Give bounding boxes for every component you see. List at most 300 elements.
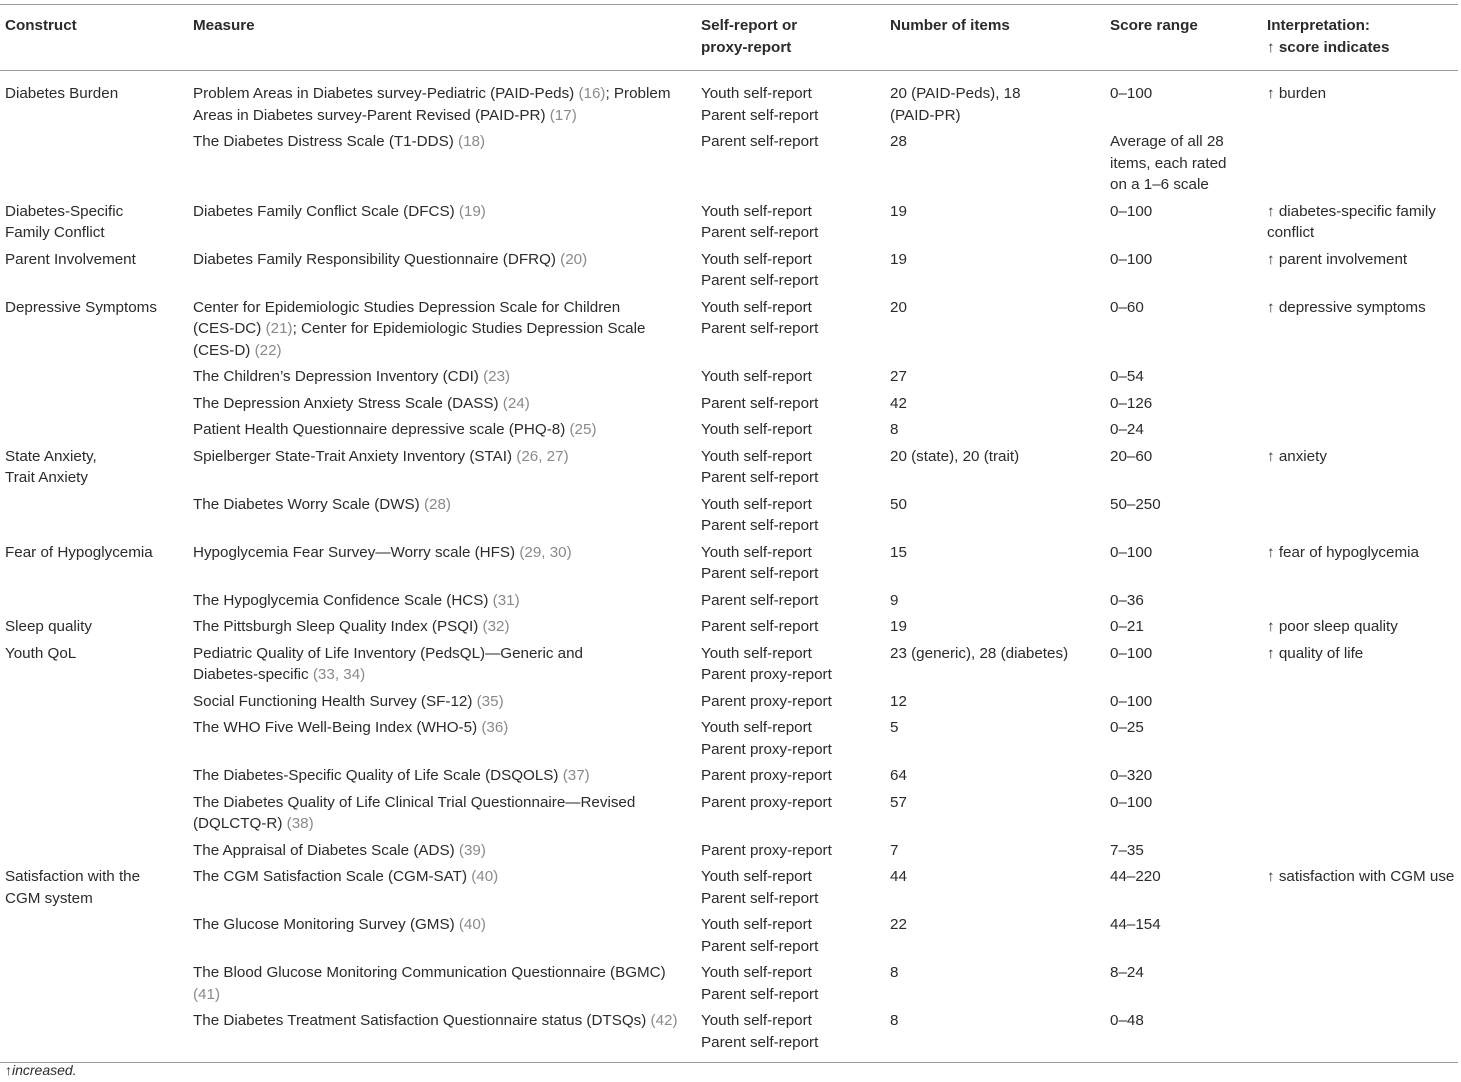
table-row: [0, 616, 1458, 643]
construct-line: CGM system: [5, 889, 93, 907]
range-line: items, each rated: [1110, 154, 1227, 172]
measure-text: The Glucose Monitoring Survey (GMS): [193, 916, 459, 933]
cell-construct: [0, 866, 188, 914]
header-range: [1105, 5, 1262, 71]
report-line: Youth self-report: [701, 644, 812, 662]
measure-text: The Pittsburgh Sleep Quality Index (PSQI): [193, 618, 483, 635]
cell-report: [696, 792, 885, 840]
table-row: [0, 643, 1458, 691]
range-line: 7–35: [1110, 841, 1144, 859]
cell-measure: [188, 419, 696, 446]
items-line: 12: [890, 692, 907, 710]
table-row: [0, 542, 1458, 590]
cell-interp: [1262, 131, 1458, 201]
report-line: Parent proxy-report: [701, 692, 832, 710]
measure-text: The Blood Glucose Monitoring Communication Questionnaire (BGMC): [193, 964, 666, 981]
cell-measure: [188, 616, 696, 643]
items-line: 8: [890, 1012, 899, 1029]
cell-range: [1105, 765, 1262, 792]
cell-construct: [0, 962, 188, 1010]
cell-construct: [0, 131, 188, 201]
cell-construct: [0, 494, 188, 542]
reference-number: (35): [476, 692, 504, 710]
cell-items: [885, 590, 1105, 617]
reference-number: (29, 30): [519, 543, 572, 561]
cell-report: [696, 866, 885, 914]
construct-line: Trait Anxiety: [5, 469, 88, 486]
measure-text: Spielberger State-Trait Anxiety Inventory (STAI): [193, 447, 517, 465]
measure-line: [193, 340, 696, 362]
cell-measure: [188, 393, 696, 420]
reference-number: (18): [458, 133, 486, 150]
cell-items: [885, 393, 1105, 420]
table-row: [0, 792, 1458, 840]
cell-construct: [0, 765, 188, 792]
header-construct: [0, 5, 188, 71]
cell-measure: [188, 962, 696, 1010]
cell-measure: [188, 201, 696, 249]
table-row: [0, 446, 1458, 494]
cell-range: [1105, 914, 1262, 962]
cell-report: [696, 1010, 885, 1063]
items-line: 50: [890, 495, 907, 513]
report-line: Youth self-report: [701, 298, 812, 316]
reference-number: (32): [482, 618, 510, 635]
report-line: Youth self-report: [701, 421, 812, 438]
measure-line: [193, 840, 696, 862]
measure-text: The WHO Five Well-Being Index (WHO-5): [193, 719, 482, 736]
interp-line: ↑ fear of hypoglycemia: [1267, 543, 1419, 561]
table-row: [0, 840, 1458, 867]
report-line: Parent proxy-report: [701, 793, 832, 811]
cell-interp: [1262, 542, 1458, 590]
report-line: Youth self-report: [701, 250, 812, 268]
cell-items: [885, 792, 1105, 840]
cell-measure: [188, 131, 696, 201]
cell-construct: [0, 616, 188, 643]
cell-report: [696, 71, 885, 132]
range-line: 44–154: [1110, 916, 1161, 933]
measure-text: Diabetes-specific: [193, 666, 313, 683]
report-line: Parent proxy-report: [701, 767, 832, 784]
header-report-line: proxy-report: [701, 38, 792, 56]
cell-interp: [1262, 840, 1458, 867]
cell-report: [696, 297, 885, 367]
measure-text: The Depression Anxiety Stress Scale (DASS): [193, 394, 503, 412]
cell-interp: [1262, 494, 1458, 542]
cell-range: [1105, 446, 1262, 494]
report-line: Parent proxy-report: [701, 740, 832, 758]
cell-range: [1105, 962, 1262, 1010]
table-row: [0, 366, 1458, 393]
measure-text: (DQLCTQ-R): [193, 815, 287, 832]
interp-line: ↑ satisfaction with CGM use: [1267, 868, 1455, 885]
cell-items: [885, 765, 1105, 792]
report-line: Youth self-report: [701, 202, 812, 220]
construct-line: Diabetes-Specific: [5, 202, 124, 220]
measure-line: [193, 813, 696, 835]
report-line: Youth self-report: [701, 868, 812, 885]
items-line: (PAID-PR): [890, 106, 961, 124]
cell-report: [696, 616, 885, 643]
report-line: Parent self-report: [701, 133, 819, 150]
cell-items: [885, 297, 1105, 367]
range-line: 44–220: [1110, 868, 1161, 885]
cell-range: [1105, 71, 1262, 132]
range-line: 0–24: [1110, 421, 1144, 438]
cell-construct: [0, 201, 188, 249]
header-report-line: Self-report or: [701, 17, 798, 34]
measure-line: [193, 590, 696, 612]
cell-range: [1105, 201, 1262, 249]
measure-line: [193, 249, 696, 271]
cell-measure: [188, 71, 696, 132]
measure-line: [193, 616, 696, 638]
range-line: 0–54: [1110, 368, 1144, 385]
range-line: on a 1–6 scale: [1110, 176, 1209, 193]
cell-construct: [0, 366, 188, 393]
items-line: 15: [890, 543, 907, 561]
reference-number: (16): [578, 85, 606, 102]
measure-text: Hypoglycemia Fear Survey—Worry scale (HFS): [193, 543, 520, 561]
report-line: Parent self-report: [701, 320, 819, 337]
cell-report: [696, 914, 885, 962]
cell-report: [696, 366, 885, 393]
cell-report: [696, 643, 885, 691]
cell-items: [885, 616, 1105, 643]
table-row: [0, 765, 1458, 792]
cell-items: [885, 840, 1105, 867]
cell-interp: [1262, 446, 1458, 494]
report-line: Youth self-report: [701, 964, 812, 981]
cell-interp: [1262, 393, 1458, 420]
construct-line: Parent Involvement: [5, 250, 136, 268]
interp-line: ↑ burden: [1267, 85, 1327, 102]
cell-items: [885, 71, 1105, 132]
range-line: 0–100: [1110, 644, 1153, 662]
table-row: [0, 914, 1458, 962]
measure-text: The Diabetes Quality of Life Clinical Trial Questionnaire—Revised: [193, 793, 636, 811]
items-line: 27: [890, 368, 907, 385]
cell-measure: [188, 366, 696, 393]
cell-items: [885, 131, 1105, 201]
cell-construct: [0, 643, 188, 691]
cell-measure: [188, 297, 696, 367]
cell-range: [1105, 419, 1262, 446]
cell-items: [885, 914, 1105, 962]
items-line: 8: [890, 964, 899, 981]
cell-measure: [188, 691, 696, 718]
cell-range: [1105, 542, 1262, 590]
measure-text: Pediatric Quality of Life Inventory (PedsQL)—Generic and: [193, 644, 583, 662]
construct-line: Fear of Hypoglycemia: [5, 543, 153, 561]
measure-line: [193, 914, 696, 936]
measure-line: [193, 201, 696, 223]
cell-construct: [0, 297, 188, 367]
measure-text: Patient Health Questionnaire depressive scale (PHQ-8): [193, 421, 570, 438]
cell-interp: [1262, 1010, 1458, 1063]
report-line: Parent self-report: [701, 1033, 819, 1051]
cell-measure: [188, 446, 696, 494]
cell-items: [885, 249, 1105, 297]
reference-number: (21): [265, 320, 293, 337]
measure-text: The Diabetes Worry Scale (DWS): [193, 495, 424, 513]
interp-line: ↑ parent involvement: [1267, 250, 1408, 268]
interp-line: ↑ quality of life: [1267, 644, 1364, 662]
cell-interp: [1262, 249, 1458, 297]
range-line: 0–60: [1110, 298, 1144, 316]
measure-text: Center for Epidemiologic Studies Depression Scale for Children: [193, 298, 621, 316]
header-row: [0, 5, 1458, 71]
cell-range: [1105, 643, 1262, 691]
cell-items: [885, 691, 1105, 718]
range-line: 0–100: [1110, 793, 1153, 811]
items-line: 42: [890, 394, 907, 412]
measure-line: [193, 691, 696, 713]
cell-interp: [1262, 419, 1458, 446]
items-line: 23 (generic), 28 (diabetes): [890, 644, 1069, 662]
items-line: 20: [890, 298, 907, 316]
items-line: 9: [890, 591, 899, 609]
items-line: 20 (PAID-Peds), 18: [890, 85, 1021, 102]
measure-line: [193, 419, 696, 441]
table-row: [0, 494, 1458, 542]
cell-items: [885, 494, 1105, 542]
cell-interp: [1262, 792, 1458, 840]
measure-line: [193, 542, 696, 564]
table-row: [0, 71, 1458, 132]
header-report: [696, 5, 885, 71]
reference-number: (26, 27): [516, 447, 569, 465]
report-line: Parent self-report: [701, 106, 819, 124]
measure-text: Social Functioning Health Survey (SF-12): [193, 692, 477, 710]
reference-number: (41): [193, 985, 221, 1003]
header-items: [885, 5, 1105, 71]
cell-construct: [0, 393, 188, 420]
table-row: [0, 131, 1458, 201]
cell-report: [696, 419, 885, 446]
cell-construct: [0, 792, 188, 840]
reference-number: (40): [458, 916, 486, 933]
reference-number: (23): [483, 368, 511, 385]
items-line: 22: [890, 916, 907, 933]
measure-text: ; Problem: [605, 85, 671, 102]
cell-interp: [1262, 717, 1458, 765]
header-range-text: Score range: [1110, 17, 1198, 34]
report-line: Parent self-report: [701, 985, 819, 1003]
items-line: 64: [890, 767, 907, 784]
range-line: 50–250: [1110, 495, 1161, 513]
construct-line: Sleep quality: [5, 618, 92, 635]
cell-interp: [1262, 643, 1458, 691]
report-line: Youth self-report: [701, 368, 812, 385]
items-line: 19: [890, 202, 907, 220]
table-row: [0, 691, 1458, 718]
cell-construct: [0, 590, 188, 617]
cell-items: [885, 962, 1105, 1010]
cell-interp: [1262, 962, 1458, 1010]
report-line: Parent self-report: [701, 591, 819, 609]
cell-report: [696, 590, 885, 617]
measure-line: [193, 494, 696, 516]
measure-text: The Diabetes Distress Scale (T1-DDS): [193, 133, 459, 150]
interp-line: conflict: [1267, 224, 1315, 241]
items-line: 44: [890, 868, 907, 885]
cell-interp: [1262, 914, 1458, 962]
cell-report: [696, 494, 885, 542]
cell-measure: [188, 914, 696, 962]
measure-line: [193, 643, 696, 665]
items-line: 20 (state), 20 (trait): [890, 447, 1020, 465]
range-line: 0–100: [1110, 543, 1153, 561]
measure-line: [193, 446, 696, 468]
cell-range: [1105, 131, 1262, 201]
items-line: 57: [890, 793, 907, 811]
range-line: 0–100: [1110, 85, 1153, 102]
reference-number: (39): [458, 841, 486, 859]
cell-range: [1105, 691, 1262, 718]
construct-line: Family Conflict: [5, 224, 105, 241]
measure-line: [193, 318, 696, 340]
measure-line: [193, 765, 696, 787]
report-line: Parent self-report: [701, 517, 819, 534]
range-line: 0–36: [1110, 591, 1144, 609]
cell-measure: [188, 542, 696, 590]
cell-items: [885, 866, 1105, 914]
items-line: 28: [890, 133, 907, 150]
cell-range: [1105, 1010, 1262, 1063]
table-footnote: ↑increased.: [5, 1062, 77, 1078]
report-line: Youth self-report: [701, 916, 812, 933]
range-line: 8–24: [1110, 964, 1144, 981]
interp-line: ↑ depressive symptoms: [1267, 298, 1426, 316]
cell-report: [696, 840, 885, 867]
cell-items: [885, 366, 1105, 393]
reference-number: (17): [549, 106, 577, 124]
cell-range: [1105, 590, 1262, 617]
measure-text: The Appraisal of Diabetes Scale (ADS): [193, 841, 459, 859]
report-line: Youth self-report: [701, 495, 812, 513]
measure-text: The Children’s Depression Inventory (CDI): [193, 368, 484, 385]
reference-number: (24): [502, 394, 530, 412]
cell-range: [1105, 366, 1262, 393]
cell-report: [696, 446, 885, 494]
table-body: [0, 71, 1458, 1063]
table-row: [0, 962, 1458, 1010]
cell-report: [696, 691, 885, 718]
cell-measure: [188, 717, 696, 765]
cell-items: [885, 643, 1105, 691]
cell-construct: [0, 419, 188, 446]
reference-number: (33, 34): [312, 666, 366, 683]
table-header: [0, 5, 1458, 71]
cell-items: [885, 1010, 1105, 1063]
measure-text: Problem Areas in Diabetes survey-Pediatric (PAID-Peds): [193, 85, 579, 102]
measure-line: [193, 393, 696, 415]
cell-report: [696, 131, 885, 201]
range-line: 0–21: [1110, 618, 1144, 635]
header-measure: [188, 5, 696, 71]
header-construct-text: Construct: [5, 17, 77, 34]
cell-construct: [0, 446, 188, 494]
reference-number: (42): [650, 1012, 678, 1029]
measure-line: [193, 1010, 696, 1032]
cell-measure: [188, 249, 696, 297]
items-line: 19: [890, 250, 907, 268]
measure-text: The Diabetes-Specific Quality of Life Scale (DSQOLS): [193, 767, 563, 784]
report-line: Youth self-report: [701, 719, 812, 736]
range-line: 20–60: [1110, 447, 1153, 465]
table-row: [0, 393, 1458, 420]
table-row: [0, 866, 1458, 914]
reference-number: (38): [286, 815, 314, 832]
header-interpretation: [1262, 5, 1458, 71]
cell-range: [1105, 249, 1262, 297]
measure-line: [193, 131, 696, 153]
cell-measure: [188, 765, 696, 792]
cell-measure: [188, 590, 696, 617]
cell-items: [885, 542, 1105, 590]
reference-number: (19): [458, 202, 486, 220]
measure-line: [193, 664, 696, 686]
measure-line: [193, 297, 696, 319]
cell-range: [1105, 792, 1262, 840]
cell-measure: [188, 643, 696, 691]
report-line: Youth self-report: [701, 85, 812, 102]
cell-report: [696, 765, 885, 792]
measure-text: (CES-DC): [193, 320, 266, 337]
cell-report: [696, 962, 885, 1010]
measure-line: [193, 984, 696, 1006]
reference-number: (22): [254, 341, 282, 359]
report-line: Parent proxy-report: [701, 666, 832, 683]
measure-line: [193, 792, 696, 814]
range-line: 0–100: [1110, 202, 1153, 220]
report-line: Parent self-report: [701, 937, 819, 955]
interp-line: ↑ anxiety: [1267, 447, 1327, 465]
report-line: Youth self-report: [701, 1012, 812, 1029]
report-line: Parent self-report: [701, 394, 819, 412]
measure-line: [193, 105, 696, 127]
range-line: 0–100: [1110, 250, 1153, 268]
cell-items: [885, 201, 1105, 249]
interp-line: ↑ diabetes-specific family: [1267, 202, 1436, 220]
cell-interp: [1262, 201, 1458, 249]
range-line: 0–48: [1110, 1012, 1144, 1029]
cell-construct: [0, 542, 188, 590]
measure-line: [193, 866, 696, 888]
cell-construct: [0, 914, 188, 962]
construct-line: Youth QoL: [5, 644, 77, 662]
measure-line: [193, 366, 696, 388]
range-line: 0–320: [1110, 767, 1153, 784]
reference-number: (37): [562, 767, 590, 784]
measure-text: ; Center for Epidemiologic Studies Depression Scale: [292, 320, 646, 337]
measures-table: [0, 4, 1458, 1063]
report-line: Youth self-report: [701, 447, 812, 465]
measure-line: [193, 717, 696, 739]
measure-line: [193, 962, 696, 984]
cell-interp: [1262, 590, 1458, 617]
cell-measure: [188, 494, 696, 542]
header-measure-text: Measure: [193, 17, 255, 34]
measure-text: The Diabetes Treatment Satisfaction Questionnaire status (DTSQs): [193, 1012, 651, 1029]
reference-number: (36): [481, 719, 509, 736]
table-row: [0, 297, 1458, 367]
cell-interp: [1262, 616, 1458, 643]
range-line: 0–126: [1110, 394, 1153, 412]
cell-items: [885, 419, 1105, 446]
